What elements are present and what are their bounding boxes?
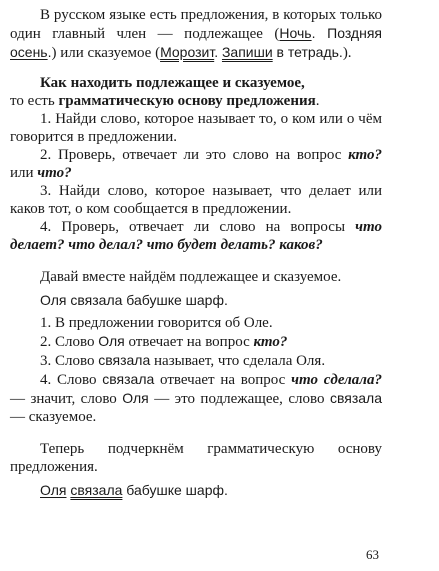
step-3: 3. Найди слово, которое называет, что делает или каков тот, о ком сообщается в предложении. — [10, 183, 382, 217]
question-kto: кто? — [348, 147, 382, 163]
analysis-2 — [10, 332, 382, 351]
step-2 — [10, 146, 382, 182]
intro-text: В русском языке есть предложения, в которых только один главный член — подлежащее ( — [10, 7, 382, 42]
step-text: 4. Проверь, отвечает ли слово на вопросы — [40, 219, 356, 235]
example-dot: . — [47, 44, 52, 60]
subject-word: Оля — [40, 482, 67, 498]
example-morozit: Морозит — [160, 44, 215, 60]
word-olya: Оля — [98, 333, 125, 349]
example-dot: . — [214, 44, 222, 60]
howto-subheading — [10, 92, 382, 110]
analysis-text: 4. Слово — [40, 372, 103, 388]
example-osen: осень — [10, 44, 48, 60]
analysis-text: — сказуемое. — [10, 409, 97, 425]
predicate-word: связала — [70, 482, 123, 498]
word-svyazala: связала — [329, 390, 382, 406]
question-kto: кто? — [253, 334, 288, 350]
grammar-basis-term: грамматическую основу предложения — [58, 93, 316, 109]
analysis-1: 1. В предложении говорится об Оле. — [40, 315, 273, 331]
question-chto: что? — [37, 165, 72, 181]
howto-text: то есть — [10, 93, 59, 109]
example-pozdnyaya: Поздняя — [327, 25, 382, 41]
intro-paragraph — [10, 6, 382, 62]
underline-paragraph: Теперь подчеркнём грамматическую основу предложения. — [10, 441, 382, 475]
together-paragraph: Давай вместе найдём подлежащее и сказуемое. — [40, 269, 342, 285]
howto-text: . — [315, 93, 320, 109]
example-dot: . — [311, 25, 328, 41]
word-svyazala: связала — [98, 352, 151, 368]
analysis-text: называет, что сделала Оля. — [150, 353, 326, 369]
word-olya: Оля — [122, 390, 149, 406]
analysis-text: отвечает на вопрос — [154, 372, 292, 388]
sentence-rest: бабушке шарф. — [122, 482, 228, 498]
intro-text: ). — [342, 45, 352, 61]
intro-text: ) или сказуемое ( — [51, 45, 161, 61]
word-svyazala: связала — [102, 371, 155, 387]
analysis-text: отвечает на вопрос — [124, 334, 254, 350]
analysis-text: 2. Слово — [40, 334, 99, 350]
analysis-text: — значит, слово — [10, 391, 123, 407]
predicate-questions: что делает? что делал? что будет делать? каков? — [10, 219, 382, 253]
example-v-tetrad: в тетрадь. — [272, 44, 343, 60]
textbook-page — [10, 6, 382, 499]
example-zapishi: Запиши — [221, 44, 273, 60]
step-text: 2. Проверь, отвечает ли это слово на вопрос — [40, 147, 349, 163]
analysis-4 — [10, 370, 382, 426]
page-number: 63 — [366, 547, 379, 562]
analysis-text: 3. Слово — [40, 353, 99, 369]
howto-heading: Как находить подлежащее и сказуемое, — [40, 75, 305, 91]
analysis-3 — [10, 351, 382, 370]
example-sentence: Оля связала бабушке шарф. — [40, 292, 228, 308]
step-4 — [10, 218, 382, 254]
analysis-text: — это подлежащее, слово — [148, 391, 330, 407]
step-1: 1. Найди слово, которое называет то, о ком или о чём говорится в предложении. — [10, 111, 382, 145]
question-chto-sdelala: что сделала? — [291, 372, 382, 388]
example-sentence-underlined — [10, 481, 382, 499]
example-noch: Ночь — [279, 25, 312, 41]
step-text: или — [10, 165, 38, 181]
